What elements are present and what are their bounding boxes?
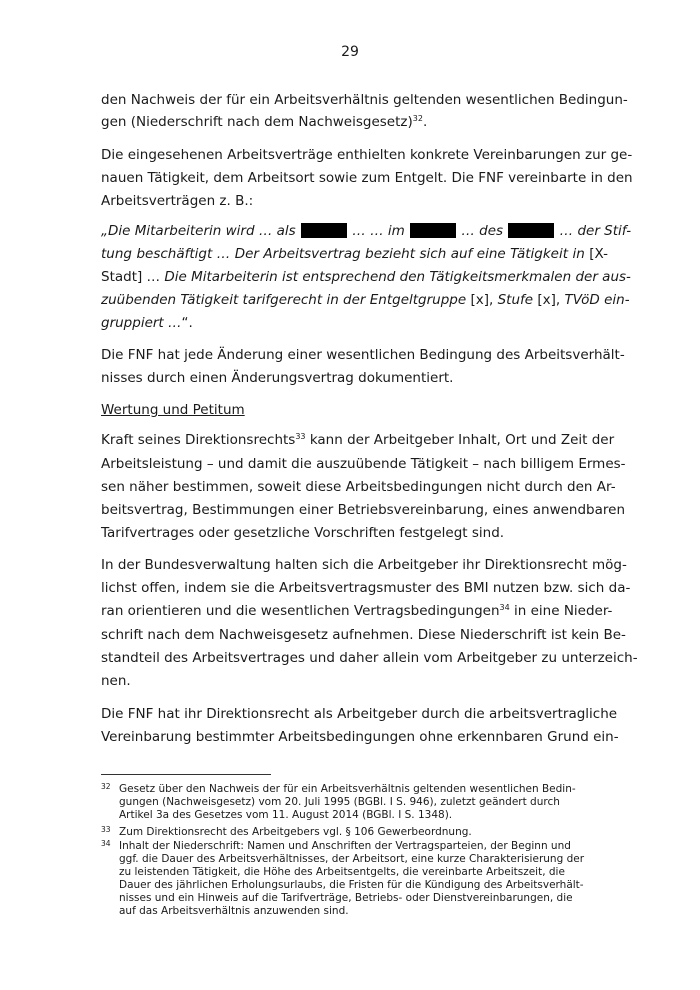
body-text-line: nen. (101, 673, 131, 689)
body-text-line: Die FNF hat ihr Direktionsrecht als Arbeitgeber durch die arbeitsvertragliche (101, 706, 618, 722)
body-text-line: gen (Niederschrift nach dem Nachweisgesetz)$^{32}$. (101, 114, 428, 130)
body-text-line: Die FNF hat jede Änderung einer wesentlichen Bedingung des Arbeitsverhält- (101, 347, 625, 363)
body-text-line: Vereinbarung bestimmter Arbeitsbedingungen ohne erkennbaren Grund ein- (101, 729, 619, 745)
body-text-line: nisses durch einen Änderungsvertrag dokumentiert. (101, 370, 454, 386)
quote-line: tung beschäftigt … Der Arbeitsvertrag bezieht sich auf eine Tätigkeit in [X- (101, 246, 608, 262)
footnote-ref-33[interactable]: 33 (295, 432, 306, 441)
quote-line: Stadt] … Die Mitarbeiterin ist entsprechend den Tätigkeitsmerkmalen der aus- (101, 269, 631, 285)
redaction-box (410, 223, 456, 238)
section-heading: Wertung und Petitum (101, 402, 245, 418)
body-text-line: Tarifvertrages oder gesetzliche Vorschriften festgelegt sind. (101, 525, 505, 541)
body-text-line: schrift nach dem Nachweisgesetz aufnehmen. Diese Niederschrift ist kein Be- (101, 627, 626, 643)
body-text-line: ran orientieren und die wesentlichen Vertragsbedingungen$^{34}$ in eine Nieder- (101, 603, 613, 619)
body-text-line: sen näher bestimmen, soweit diese Arbeitsbedingungen nicht durch den Ar- (101, 479, 616, 495)
body-text-line: den Nachweis der für ein Arbeitsverhältnis geltenden wesentlichen Bedingun- (101, 92, 628, 108)
body-text-line: nauen Tätigkeit, dem Arbeitsort sowie zum Entgelt. Die FNF vereinbarte in den (101, 170, 633, 186)
footnote-34: 34 Inhalt der Niederschrift: Namen und Anschriften der Vertragsparteien, der Beginn und ggf. die Dauer des Arbeitsverhältnisses, der Arbeitsort, eine kurze Charakterisierung der zu leistenden Tätigkeit, die Höhe des Arbeitsentgelts, die vereinbarte Arbeitszeit, die Dauer des jährlichen Erholungsurlaubs, die Fristen für die Kündigung des Arbeitsverhält- nisses und ein Hinweis auf die Tarifverträge, Betriebs- oder Dienstvereinbarungen, die auf das Arbeitsverhältnis anzuwenden sind. (101, 839, 585, 917)
footnote-ref-32[interactable]: 32 (412, 114, 423, 123)
page-number: 29 (341, 44, 359, 60)
footnote-32: 32 Gesetz über den Nachweis der für ein Arbeitsverhältnis geltenden wesentlichen Bedin- gungen (Nachweisgesetz) vom 20. Juli 1995 (BGBl. I S. 946), zuletzt geändert durch Artikel 3a des Gesetzes vom 11. August 2014 (BGBl. I S. 1348). (101, 782, 576, 821)
quote-line: gruppiert …“. (101, 315, 193, 331)
footnote-separator (101, 774, 271, 775)
body-text-line: Arbeitsleistung – und damit die auszuübende Tätigkeit – nach billigem Ermes- (101, 456, 626, 472)
body-text-line: Die eingesehenen Arbeitsverträge enthielten konkrete Vereinbarungen zur ge- (101, 147, 633, 163)
footnote-33: 33 Zum Direktionsrecht des Arbeitgebers vgl. § 106 Gewerbeordnung. (101, 825, 472, 838)
footnote-ref-34[interactable]: 34 (499, 603, 510, 612)
body-text-line: In der Bundesverwaltung halten sich die Arbeitgeber ihr Direktionsrecht mög- (101, 557, 627, 573)
quote-line: zuübenden Tätigkeit tarifgerecht in der Entgeltgruppe [x], Stufe [x], TVöD ein- (101, 292, 630, 308)
body-text-line: lichst offen, indem sie die Arbeitsvertragsmuster des BMI nutzen bzw. sich da- (101, 580, 631, 596)
body-text-line: Arbeitsverträgen z. B.: (101, 193, 254, 209)
redaction-box (508, 223, 554, 238)
quote-line: „Die Mitarbeiterin wird … als … … im … des … der Stif- (101, 223, 632, 239)
body-text-line: beitsvertrag, Bestimmungen einer Betriebsvereinbarung, eines anwendbaren (101, 502, 625, 518)
redaction-box (301, 223, 347, 238)
body-text-line: Kraft seines Direktionsrechts$^{33}$ kann der Arbeitgeber Inhalt, Ort und Zeit der (101, 432, 615, 448)
body-text-line: standteil des Arbeitsvertrages und daher allein vom Arbeitgeber zu unterzeich- (101, 650, 638, 666)
